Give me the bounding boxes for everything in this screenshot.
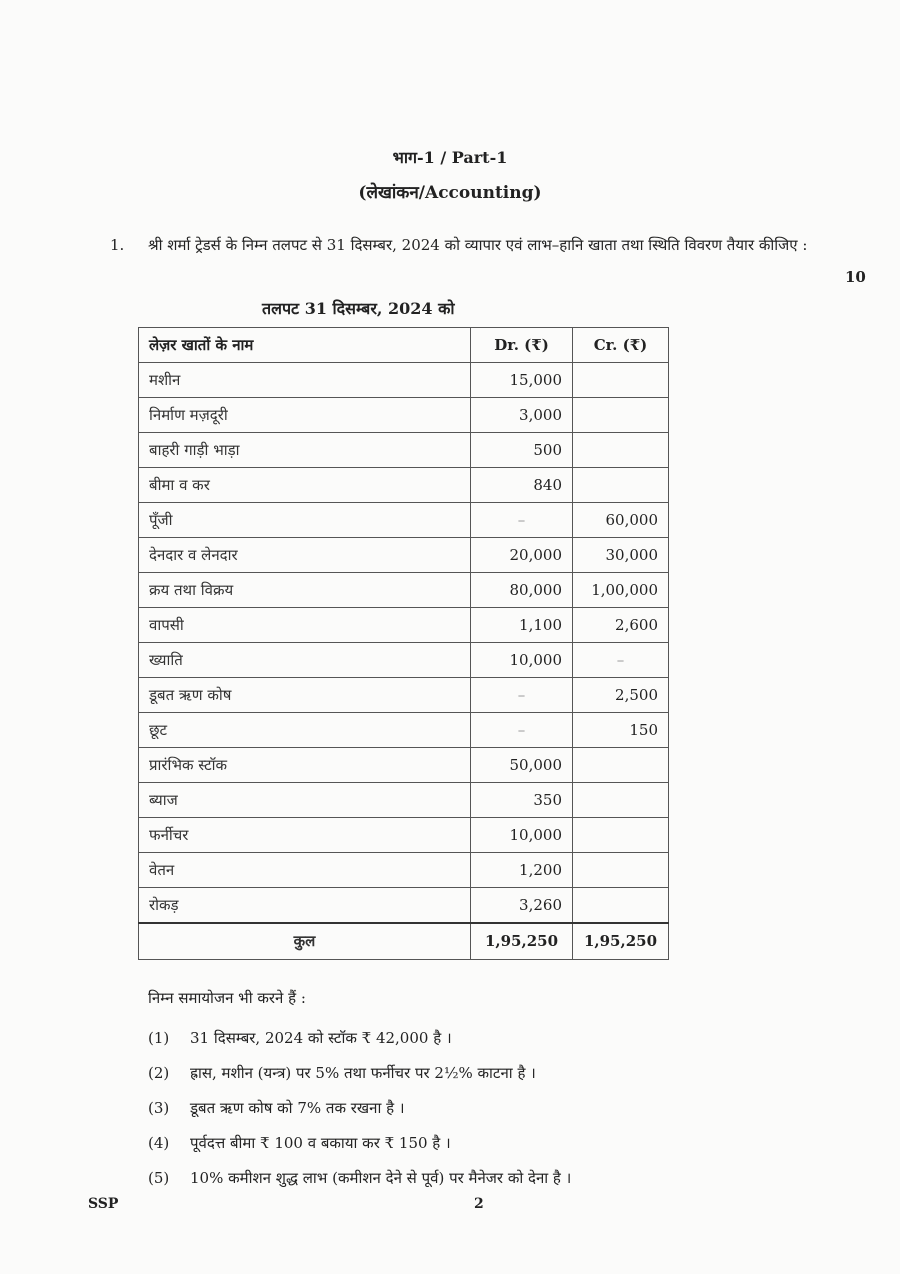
- debit-cell: 50,000: [471, 748, 573, 783]
- credit-cell: 30,000: [573, 538, 669, 573]
- table-row: [139, 398, 669, 433]
- ledger-name-cell: प्रारंभिक स्टॉक: [139, 748, 471, 783]
- credit-cell: [573, 398, 669, 433]
- table-row: [139, 573, 669, 608]
- table-header-row: [139, 328, 669, 363]
- total-row: [139, 923, 669, 960]
- debit-cell: 500: [471, 433, 573, 468]
- question-text: श्री शर्मा ट्रेडर्स के निम्न तलपट से 31 दिसम्बर, 2024 को व्यापार एवं लाभ–हानि खाता तथा स्थिति विवरण तैयार कीजिए :: [148, 236, 808, 254]
- adjustment-text: ह्रास, मशीन (यन्त्र) पर 5% तथा फर्नीचर पर 2½% काटना है ।: [190, 1063, 536, 1082]
- ledger-name-cell: ख्याति: [139, 643, 471, 678]
- footer-code: SSP: [88, 1196, 119, 1212]
- adjustments-intro: निम्न समायोजन भी करने हैं :: [148, 989, 306, 1007]
- table-row: [139, 818, 669, 853]
- adjustments-list: [148, 1020, 571, 1195]
- table-row: [139, 888, 669, 923]
- table-row: [139, 468, 669, 503]
- debit-cell: –: [471, 503, 573, 538]
- table-row: [139, 678, 669, 713]
- ledger-name-cell: वेतन: [139, 853, 471, 888]
- table-row: [139, 608, 669, 643]
- credit-cell: 2,500: [573, 678, 669, 713]
- ledger-name-cell: फर्नीचर: [139, 818, 471, 853]
- ledger-name-cell: बीमा व कर: [139, 468, 471, 503]
- total-label: कुल: [139, 923, 471, 960]
- ledger-name-cell: बाहरी गाड़ी भाड़ा: [139, 433, 471, 468]
- credit-cell: [573, 888, 669, 923]
- trial-balance-table: [138, 327, 669, 960]
- credit-cell: 150: [573, 713, 669, 748]
- total-debit: 1,95,250: [471, 923, 573, 960]
- adjustment-text: डूबत ऋण कोष को 7% तक रखना है ।: [190, 1098, 405, 1117]
- table-row: [139, 503, 669, 538]
- credit-cell: [573, 783, 669, 818]
- adjustment-text: 31 दिसम्बर, 2024 को स्टॉक ₹ 42,000 है ।: [190, 1028, 452, 1047]
- table-row: [139, 853, 669, 888]
- list-item: [148, 1055, 571, 1090]
- debit-cell: 3,260: [471, 888, 573, 923]
- list-item: [148, 1160, 571, 1195]
- credit-cell: 1,00,000: [573, 573, 669, 608]
- ledger-name-cell: निर्माण मज़दूरी: [139, 398, 471, 433]
- table-row: [139, 538, 669, 573]
- debit-cell: 1,100: [471, 608, 573, 643]
- ledger-name-cell: रोकड़: [139, 888, 471, 923]
- part-title: भाग-1 / Part-1: [392, 148, 508, 167]
- adjustment-number: (2): [148, 1063, 170, 1082]
- debit-cell: 840: [471, 468, 573, 503]
- credit-cell: [573, 748, 669, 783]
- credit-cell: 60,000: [573, 503, 669, 538]
- credit-cell: –: [573, 643, 669, 678]
- list-item: [148, 1020, 571, 1055]
- ledger-name-cell: छूट: [139, 713, 471, 748]
- credit-cell: [573, 433, 669, 468]
- credit-cell: [573, 363, 669, 398]
- debit-cell: –: [471, 713, 573, 748]
- total-credit: 1,95,250: [573, 923, 669, 960]
- table-row: [139, 713, 669, 748]
- header-debit: Dr. (₹): [471, 328, 573, 363]
- debit-cell: 1,200: [471, 853, 573, 888]
- credit-cell: 2,600: [573, 608, 669, 643]
- ledger-name-cell: ब्याज: [139, 783, 471, 818]
- header-ledger-name: लेज़र खातों के नाम: [139, 328, 471, 363]
- debit-cell: 20,000: [471, 538, 573, 573]
- debit-cell: 80,000: [471, 573, 573, 608]
- question-number: 1.: [110, 236, 125, 254]
- ledger-name-cell: पूँजी: [139, 503, 471, 538]
- adjustment-number: (4): [148, 1133, 170, 1152]
- adjustment-number: (1): [148, 1028, 170, 1047]
- adjustment-number: (3): [148, 1098, 170, 1117]
- list-item: [148, 1090, 571, 1125]
- question-marks: 10: [845, 268, 866, 286]
- credit-cell: [573, 853, 669, 888]
- debit-cell: 10,000: [471, 818, 573, 853]
- credit-cell: [573, 468, 669, 503]
- trial-balance-title: तलपट 31 दिसम्बर, 2024 को: [262, 299, 455, 318]
- ledger-name-cell: डूबत ऋण कोष: [139, 678, 471, 713]
- ledger-name-cell: क्रय तथा विक्रय: [139, 573, 471, 608]
- table-row: [139, 363, 669, 398]
- adjustment-text: पूर्वदत्त बीमा ₹ 100 व बकाया कर ₹ 150 है ।: [190, 1133, 451, 1152]
- debit-cell: 3,000: [471, 398, 573, 433]
- list-item: [148, 1125, 571, 1160]
- table-row: [139, 783, 669, 818]
- debit-cell: 15,000: [471, 363, 573, 398]
- debit-cell: –: [471, 678, 573, 713]
- adjustment-number: (5): [148, 1168, 170, 1187]
- ledger-name-cell: मशीन: [139, 363, 471, 398]
- header-credit: Cr. (₹): [573, 328, 669, 363]
- debit-cell: 10,000: [471, 643, 573, 678]
- ledger-name-cell: देनदार व लेनदार: [139, 538, 471, 573]
- subject-title: (लेखांकन/Accounting): [358, 183, 542, 203]
- credit-cell: [573, 818, 669, 853]
- table-row: [139, 643, 669, 678]
- debit-cell: 350: [471, 783, 573, 818]
- table-row: [139, 748, 669, 783]
- trial-balance-body: [139, 363, 669, 923]
- adjustment-text: 10% कमीशन शुद्ध लाभ (कमीशन देने से पूर्व) पर मैनेजर को देना है ।: [190, 1168, 572, 1187]
- ledger-name-cell: वापसी: [139, 608, 471, 643]
- page-number: 2: [474, 1196, 484, 1212]
- table-row: [139, 433, 669, 468]
